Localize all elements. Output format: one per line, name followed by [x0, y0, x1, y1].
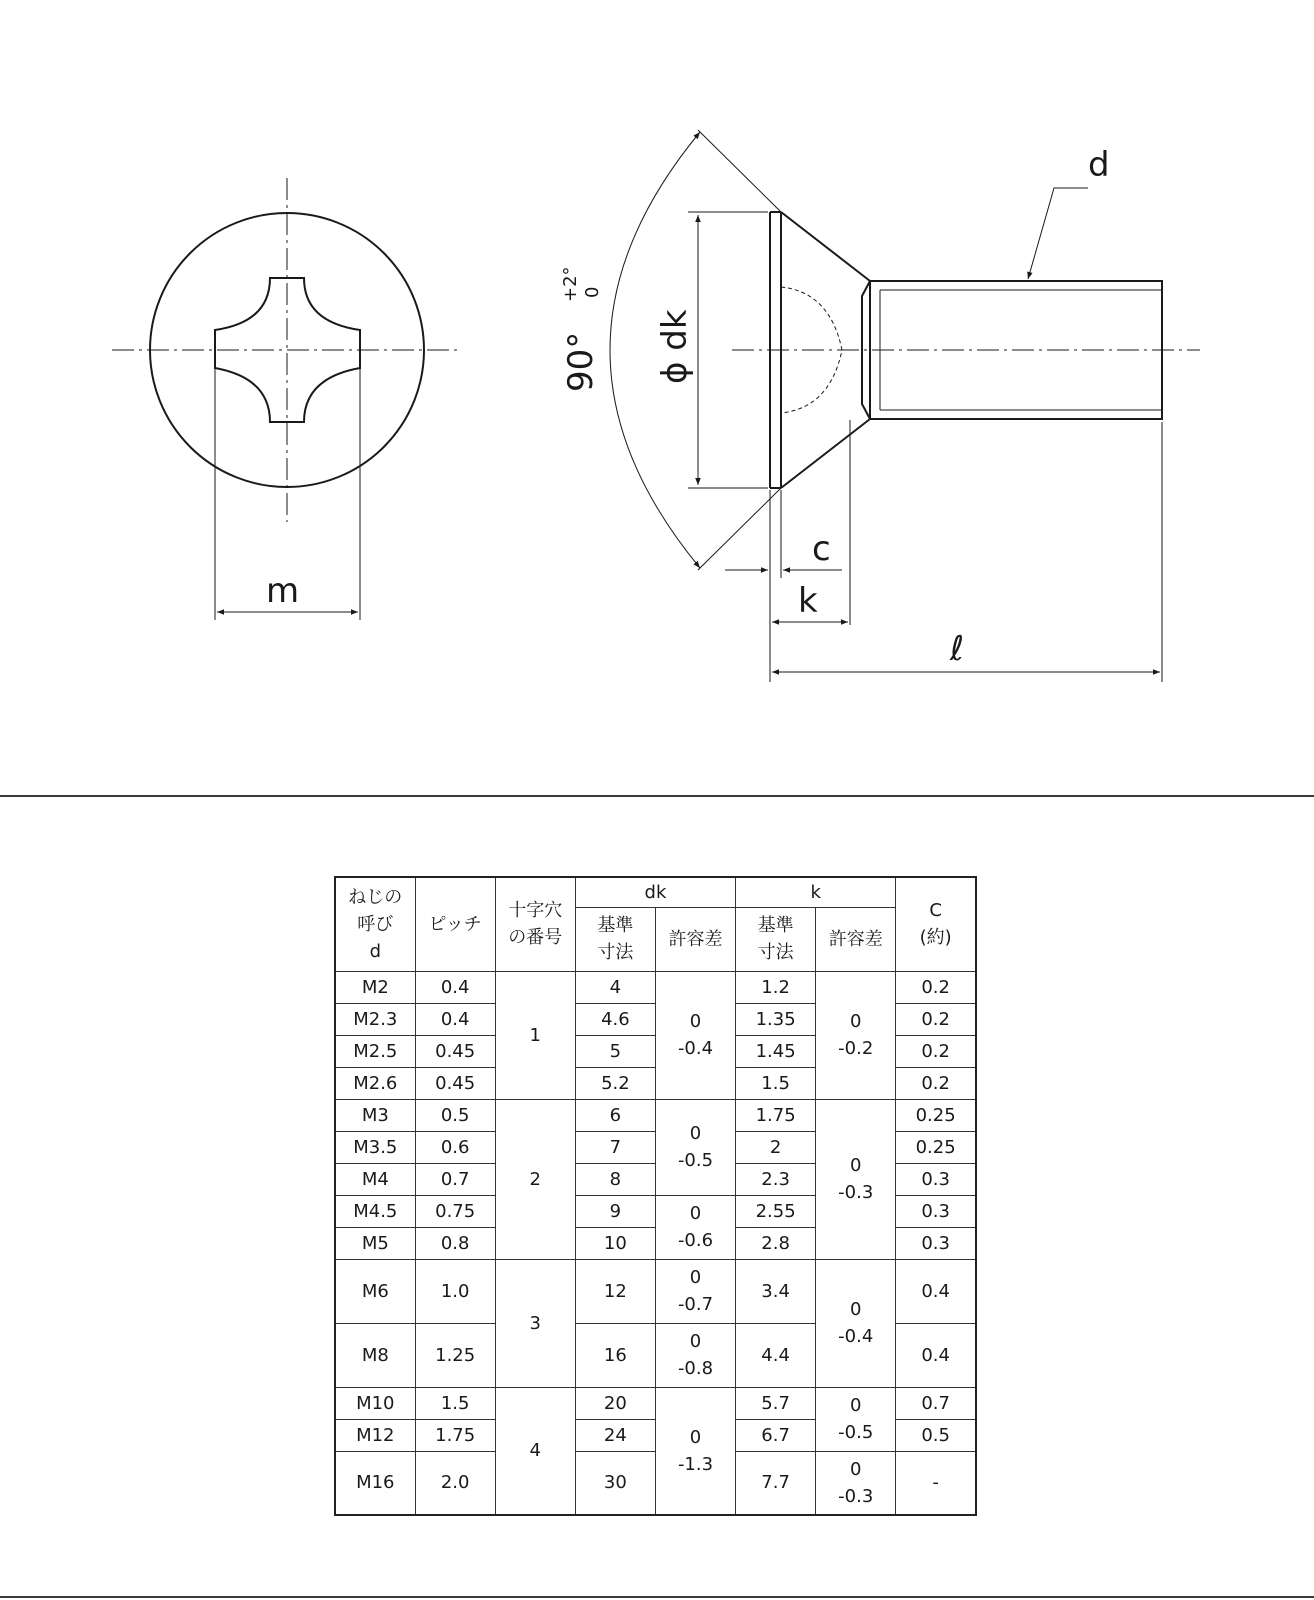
cell-dk: 16 — [575, 1323, 655, 1387]
cell-c: 0.3 — [896, 1163, 976, 1195]
cell-k: 2.55 — [736, 1195, 816, 1227]
divider-bottom — [0, 1596, 1314, 1598]
cell-k-tol: 0 -0.3 — [816, 1099, 896, 1259]
header-dk: dk — [575, 877, 735, 907]
cell-dk: 5.2 — [575, 1067, 655, 1099]
cell-pitch: 0.75 — [415, 1195, 495, 1227]
cell-c: 0.25 — [896, 1131, 976, 1163]
cell-c: 0.5 — [896, 1419, 976, 1451]
cell-k: 2.8 — [736, 1227, 816, 1259]
cell-recess: 4 — [495, 1387, 575, 1515]
header-k-basic: 基準 寸法 — [736, 907, 816, 971]
cell-dk-tol: 0 -0.4 — [655, 971, 735, 1099]
cell-k-tol: 0 -0.5 — [816, 1387, 896, 1451]
cell-recess: 1 — [495, 971, 575, 1099]
cell-dk: 10 — [575, 1227, 655, 1259]
cell-dk: 8 — [575, 1163, 655, 1195]
header-dk-basic: 基準 寸法 — [575, 907, 655, 971]
head-cone-bottom — [781, 419, 870, 488]
label-angle-tol-plus: +2° — [560, 266, 581, 302]
cell-k: 3.4 — [736, 1259, 816, 1323]
label-angle: 90° — [561, 331, 601, 392]
cell-k: 1.75 — [736, 1099, 816, 1131]
cell-c: 0.4 — [896, 1259, 976, 1323]
divider-top — [0, 795, 1314, 797]
cell-c: 0.3 — [896, 1195, 976, 1227]
cell-c: 0.2 — [896, 971, 976, 1003]
cell-pitch: 0.4 — [415, 1003, 495, 1035]
cell-pitch: 1.0 — [415, 1259, 495, 1323]
label-c: c — [812, 529, 831, 569]
cell-dk-tol: 0 -0.6 — [655, 1195, 735, 1259]
cell-dk: 7 — [575, 1131, 655, 1163]
header-nominal: ねじの 呼び d — [335, 877, 415, 971]
cell-dk: 4.6 — [575, 1003, 655, 1035]
header-dk-tolerance: 許容差 — [655, 907, 735, 971]
cell-dk-tol: 0 -0.7 — [655, 1259, 735, 1323]
cell-k: 2 — [736, 1131, 816, 1163]
label-m: m — [266, 571, 300, 611]
cell-d: M12 — [335, 1419, 415, 1451]
cell-k-tol: 0 -0.2 — [816, 971, 896, 1099]
screw-drawing — [0, 0, 1314, 790]
cell-d: M2.5 — [335, 1035, 415, 1067]
cell-d: M2.3 — [335, 1003, 415, 1035]
header-pitch: ピッチ — [415, 877, 495, 971]
table-row — [335, 971, 976, 1003]
table-row — [335, 1387, 976, 1419]
cell-recess: 3 — [495, 1259, 575, 1387]
leader-d — [1028, 188, 1088, 279]
cell-k-tol: 0 -0.4 — [816, 1259, 896, 1387]
cell-d: M4.5 — [335, 1195, 415, 1227]
cell-dk-tol: 0 -1.3 — [655, 1387, 735, 1515]
cell-c: 0.2 — [896, 1035, 976, 1067]
cell-k: 1.45 — [736, 1035, 816, 1067]
cell-c: 0.4 — [896, 1323, 976, 1387]
cell-pitch: 0.45 — [415, 1067, 495, 1099]
cell-c: 0.2 — [896, 1067, 976, 1099]
cell-recess: 2 — [495, 1099, 575, 1259]
cell-d: M16 — [335, 1451, 415, 1515]
cell-k: 6.7 — [736, 1419, 816, 1451]
table-row — [335, 1259, 976, 1323]
label-k: k — [798, 581, 818, 621]
cell-dk-tol: 0 -0.5 — [655, 1099, 735, 1195]
cell-pitch: 0.4 — [415, 971, 495, 1003]
table-row — [335, 1099, 976, 1131]
cell-pitch: 0.5 — [415, 1099, 495, 1131]
cell-pitch: 0.45 — [415, 1035, 495, 1067]
cell-dk: 5 — [575, 1035, 655, 1067]
cell-pitch: 0.7 — [415, 1163, 495, 1195]
cell-k: 7.7 — [736, 1451, 816, 1515]
head-cone-top — [781, 212, 870, 281]
cell-d: M3.5 — [335, 1131, 415, 1163]
cell-dk: 30 — [575, 1451, 655, 1515]
cell-k: 1.5 — [736, 1067, 816, 1099]
cell-dk: 20 — [575, 1387, 655, 1419]
header-c: C (約) — [896, 877, 976, 971]
label-angle-tol-zero: 0 — [582, 286, 603, 298]
cell-k: 4.4 — [736, 1323, 816, 1387]
cell-d: M3 — [335, 1099, 415, 1131]
cell-k: 2.3 — [736, 1163, 816, 1195]
cell-c: 0.3 — [896, 1227, 976, 1259]
label-d: d — [1088, 145, 1110, 185]
cell-dk: 9 — [575, 1195, 655, 1227]
cell-c: 0.25 — [896, 1099, 976, 1131]
cell-k-tol: 0 -0.3 — [816, 1451, 896, 1515]
label-l: ℓ — [950, 629, 965, 669]
cell-c: - — [896, 1451, 976, 1515]
cell-d: M6 — [335, 1259, 415, 1323]
cell-pitch: 2.0 — [415, 1451, 495, 1515]
cell-pitch: 0.8 — [415, 1227, 495, 1259]
header-recess: 十字穴 の番号 — [495, 877, 575, 971]
cell-pitch: 1.75 — [415, 1419, 495, 1451]
cell-d: M4 — [335, 1163, 415, 1195]
header-k-tolerance: 許容差 — [816, 907, 896, 971]
cell-pitch: 1.5 — [415, 1387, 495, 1419]
spec-table — [334, 876, 977, 1516]
cell-dk: 4 — [575, 971, 655, 1003]
cell-d: M2 — [335, 971, 415, 1003]
cell-dk: 12 — [575, 1259, 655, 1323]
label-dk: ϕ dk — [655, 309, 695, 384]
cell-pitch: 0.6 — [415, 1131, 495, 1163]
cell-c: 0.7 — [896, 1387, 976, 1419]
cell-k: 1.35 — [736, 1003, 816, 1035]
cell-dk: 6 — [575, 1099, 655, 1131]
cell-dk: 24 — [575, 1419, 655, 1451]
cell-k: 5.7 — [736, 1387, 816, 1419]
cell-dk-tol: 0 -0.8 — [655, 1323, 735, 1387]
cell-d: M8 — [335, 1323, 415, 1387]
cell-d: M2.6 — [335, 1067, 415, 1099]
cell-d: M5 — [335, 1227, 415, 1259]
header-k: k — [736, 877, 896, 907]
cell-c: 0.2 — [896, 1003, 976, 1035]
cell-d: M10 — [335, 1387, 415, 1419]
cell-k: 1.2 — [736, 971, 816, 1003]
cell-pitch: 1.25 — [415, 1323, 495, 1387]
